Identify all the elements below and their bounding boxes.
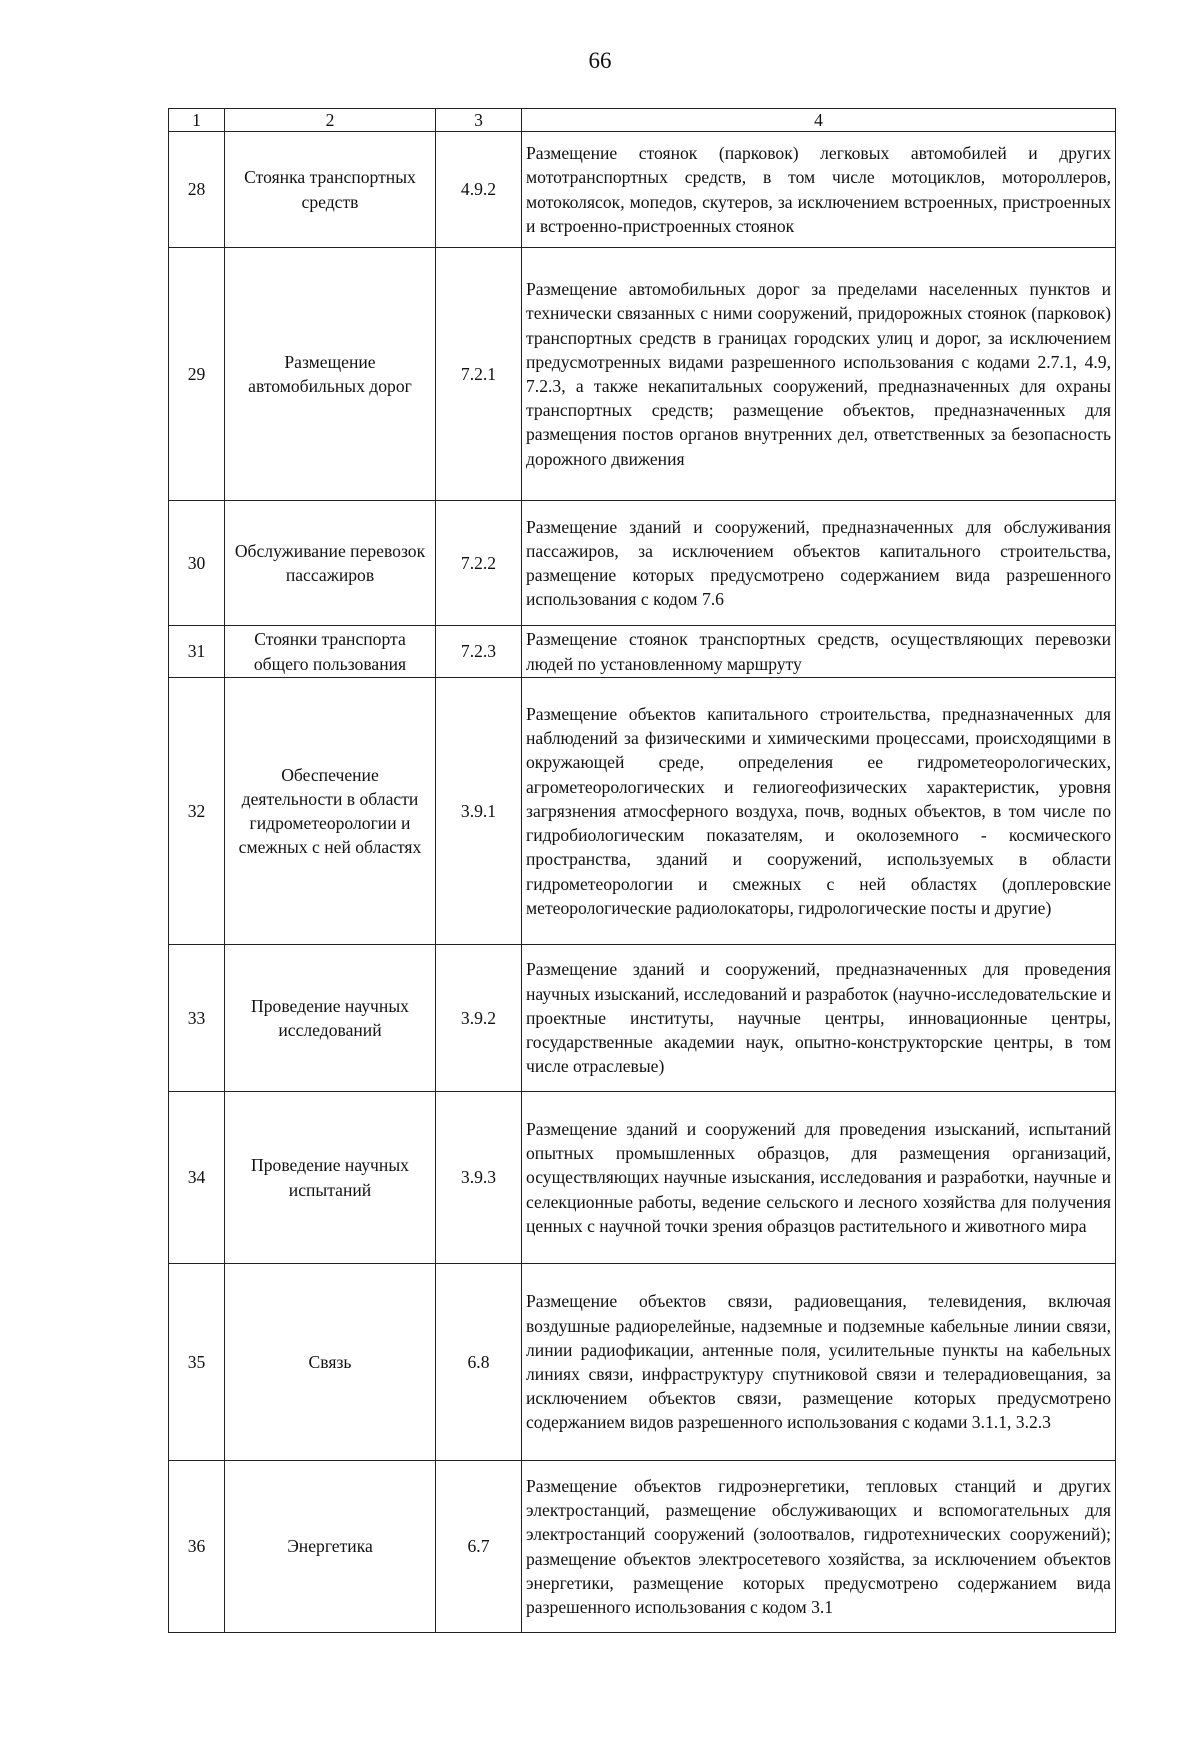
- row-number: 32: [169, 678, 225, 945]
- column-header-3: 3: [436, 109, 522, 132]
- column-header-2: 2: [225, 109, 436, 132]
- use-type-code: 6.7: [436, 1461, 522, 1633]
- use-type-code: 3.9.2: [436, 945, 522, 1092]
- use-type-code: 7.2.1: [436, 248, 522, 501]
- row-number: 30: [169, 501, 225, 626]
- use-type-code: 7.2.2: [436, 501, 522, 626]
- column-header-1: 1: [169, 109, 225, 132]
- use-type-name: Стоянки транспорта общего пользования: [225, 626, 436, 678]
- table-row: [169, 945, 1116, 1092]
- table-row: [169, 626, 1116, 678]
- use-type-description: Размещение зданий и сооружений, предназначенных для обслуживания пассажиров, за исключением объектов капитального строительства, размещение которых предусмотрено содержанием вида разрешенного использования с кодом 7.6: [522, 501, 1116, 626]
- use-type-code: 6.8: [436, 1264, 522, 1461]
- use-type-code: 7.2.3: [436, 626, 522, 678]
- use-type-name: Проведение научных испытаний: [225, 1092, 436, 1264]
- use-type-description: Размещение стоянок транспортных средств, осуществляющих перевозки людей по установленному маршруту: [522, 626, 1116, 678]
- table-row: [169, 1264, 1116, 1461]
- use-type-description: Размещение объектов капитального строительства, предназначенных для наблюдений за физическими и химическими процессами, происходящими в окружающей среде, определения ее гидрометеорологических, агрометеорологических и гелиогеофизических характеристик, уровня загрязнения атмосферного воздуха, почв, водных объектов, в том числе по гидробиологическим показателям, и околоземного - космического пространства, зданий и сооружений, используемых в области гидрометеорологии и смежных с ней областях (доплеровские метеорологические радиолокаторы, гидрологические посты и другие): [522, 678, 1116, 945]
- column-header-4: 4: [522, 109, 1116, 132]
- table-row: [169, 678, 1116, 945]
- row-number: 35: [169, 1264, 225, 1461]
- page-number: 66: [588, 48, 612, 73]
- use-type-code: 3.9.1: [436, 678, 522, 945]
- use-type-code: 4.9.2: [436, 132, 522, 248]
- use-type-name: Обслуживание перевозок пассажиров: [225, 501, 436, 626]
- use-type-description: Размещение объектов гидроэнергетики, тепловых станций и других электростанций, размещение обслуживающих и вспомогательных для электростанций сооружений (золоотвалов, гидротехнических сооружений); размещение объектов электросетевого хозяйства, за исключением объектов энергетики, размещение которых предусмотрено содержанием вида разрешенного использования с кодом 3.1: [522, 1461, 1116, 1633]
- row-number: 33: [169, 945, 225, 1092]
- table-row: [169, 1461, 1116, 1633]
- table-row: [169, 132, 1116, 248]
- use-type-description: Размещение автомобильных дорог за пределами населенных пунктов и технически связанных с ними сооружений, придорожных стоянок (парковок) транспортных средств в границах городских улиц и дорог, за исключением предусмотренных видами разрешенного использования с кодами 2.7.1, 4.9, 7.2.3, а также некапитальных сооружений, предназначенных для охраны транспортных средств; размещение объектов, предназначенных для размещения постов органов внутренних дел, ответственных за безопасность дорожного движения: [522, 248, 1116, 501]
- use-type-description: Размещение зданий и сооружений для проведения изысканий, испытаний опытных промышленных образцов, для размещения организаций, осуществляющих научные изыскания, исследования и разработки, научные и селекционные работы, ведение сельского и лесного хозяйства для получения ценных с научной точки зрения образцов растительного и животного мира: [522, 1092, 1116, 1264]
- row-number: 31: [169, 626, 225, 678]
- table-row: [169, 248, 1116, 501]
- use-type-name: Стоянка транспортных средств: [225, 132, 436, 248]
- row-number: 36: [169, 1461, 225, 1633]
- table-row: [169, 1092, 1116, 1264]
- row-number: 29: [169, 248, 225, 501]
- land-use-table: [168, 108, 1116, 1633]
- use-type-description: Размещение стоянок (парковок) легковых автомобилей и других мототранспортных средств, в том числе мотоциклов, мотороллеров, мотоколясок, мопедов, скутеров, за исключением встроенных, пристроенных и встроенно-пристроенных стоянок: [522, 132, 1116, 248]
- row-number: 34: [169, 1092, 225, 1264]
- header-row: [169, 109, 1116, 132]
- use-type-name: Связь: [225, 1264, 436, 1461]
- table-row: [169, 501, 1116, 626]
- use-type-name: Обеспечение деятельности в области гидрометеорологии и смежных с ней областях: [225, 678, 436, 945]
- use-type-description: Размещение объектов связи, радиовещания, телевидения, включая воздушные радиорелейные, надземные и подземные кабельные линии связи, линии радиофикации, антенные поля, усилительные пункты на кабельных линиях связи, инфраструктуру спутниковой связи и телерадиовещания, за исключением объектов связи, размещение которых предусмотрено содержанием видов разрешенного использования с кодами 3.1.1, 3.2.3: [522, 1264, 1116, 1461]
- use-type-description: Размещение зданий и сооружений, предназначенных для проведения научных изысканий, исследований и разработок (научно-исследовательские и проектные институты, научные центры, инновационные центры, государственные академии наук, опытно-конструкторские центры, в том числе отраслевые): [522, 945, 1116, 1092]
- row-number: 28: [169, 132, 225, 248]
- use-type-name: Проведение научных исследований: [225, 945, 436, 1092]
- use-type-name: Энергетика: [225, 1461, 436, 1633]
- use-type-name: Размещение автомобильных дорог: [225, 248, 436, 501]
- use-type-code: 3.9.3: [436, 1092, 522, 1264]
